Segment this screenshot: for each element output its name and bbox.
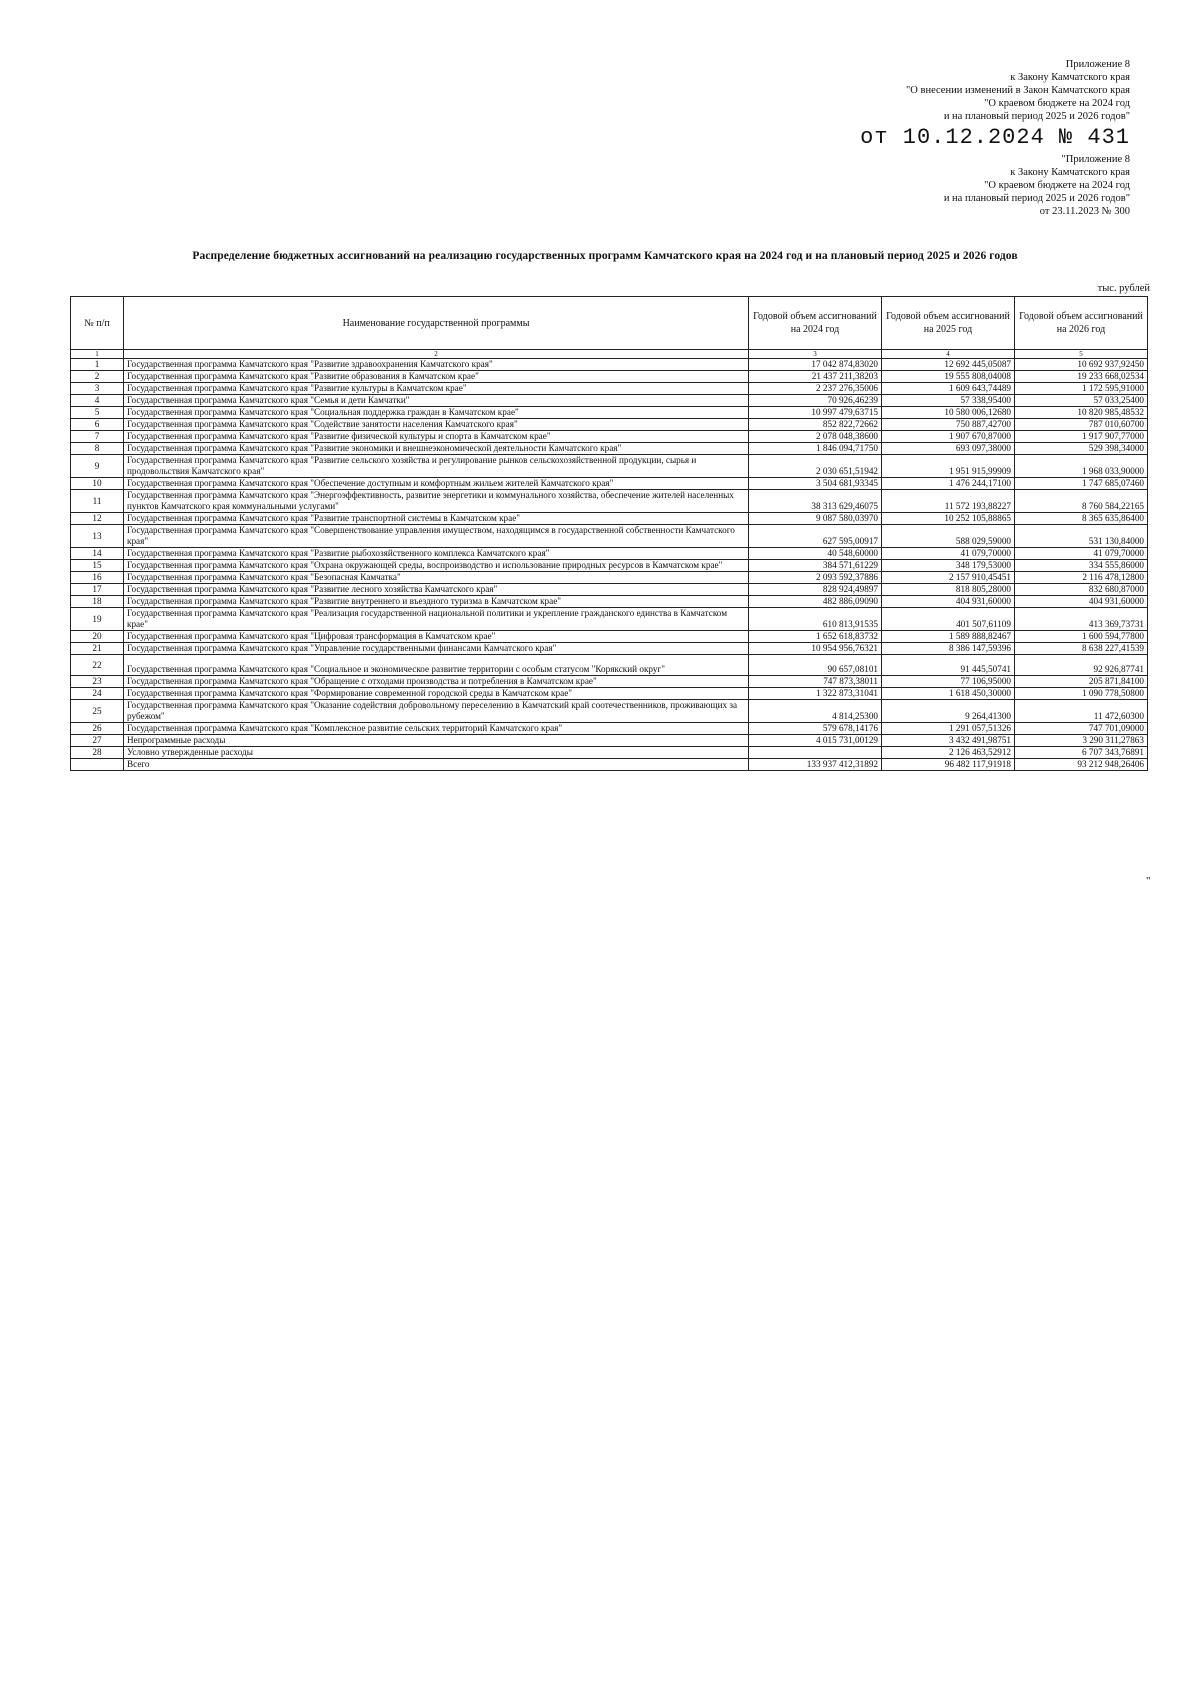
header-annotation: [860, 58, 1130, 218]
value-2025: 77 106,95000: [882, 676, 1015, 688]
date-number-stamp: от 10.12.2024 № 431: [860, 125, 1130, 150]
value-2026: 1 968 033,90000: [1015, 455, 1148, 478]
value-2026: 6 707 343,76891: [1015, 747, 1148, 759]
value-2024: 90 657,08101: [749, 655, 882, 676]
table-row: [71, 688, 1148, 700]
value-2025: 750 887,42700: [882, 419, 1015, 431]
value-2024: 3 504 681,93345: [749, 478, 882, 490]
value-2026: 19 233 668,02534: [1015, 371, 1148, 383]
header-line: к Закону Камчатского края: [1010, 167, 1130, 178]
value-2024: 610 813,91535: [749, 608, 882, 631]
value-2026: 8 365 635,86400: [1015, 513, 1148, 525]
value-2025: 57 338,95400: [882, 395, 1015, 407]
value-2024: 4 015 731,00129: [749, 735, 882, 747]
table-row: [71, 572, 1148, 584]
program-name: Государственная программа Камчатского края "Комплексное развитие сельских территорий Камчатского края": [124, 723, 749, 735]
header-line: от 23.11.2023 № 300: [1039, 206, 1130, 217]
value-2024: 2 237 276,35006: [749, 383, 882, 395]
value-2025: 10 252 105,88865: [882, 513, 1015, 525]
value-2024: 38 313 629,46075: [749, 490, 882, 513]
total-2025: 96 482 117,91918: [882, 759, 1015, 771]
row-number: 17: [71, 584, 124, 596]
value-2026: 1 172 595,91000: [1015, 383, 1148, 395]
value-2026: 205 871,84100: [1015, 676, 1148, 688]
value-2026: 10 692 937,92450: [1015, 359, 1148, 371]
program-name: Государственная программа Камчатского края "Развитие лесного хозяйства Камчатского края": [124, 584, 749, 596]
row-number: 18: [71, 596, 124, 608]
value-2025: 12 692 445,05087: [882, 359, 1015, 371]
column-index: 4: [882, 350, 1015, 359]
value-2025: 401 507,61109: [882, 608, 1015, 631]
row-number: 19: [71, 608, 124, 631]
table-row: [71, 490, 1148, 513]
value-2025: 1 618 450,30000: [882, 688, 1015, 700]
row-number: 24: [71, 688, 124, 700]
budget-table: [70, 296, 1148, 771]
program-name: Государственная программа Камчатского края "Обеспечение доступным и комфортным жильем жителей Камчатского края": [124, 478, 749, 490]
program-name: Непрограммные расходы: [124, 735, 749, 747]
table-row: [71, 700, 1148, 723]
program-name: Государственная программа Камчатского края "Социальная поддержка граждан в Камчатском крае": [124, 407, 749, 419]
value-2024: 482 886,09090: [749, 596, 882, 608]
value-2025: 2 126 463,52912: [882, 747, 1015, 759]
table-row: [71, 560, 1148, 572]
row-number: 12: [71, 513, 124, 525]
value-2026: 832 680,87000: [1015, 584, 1148, 596]
table-row: [71, 513, 1148, 525]
program-name: Государственная программа Камчатского края "Развитие рыбохозяйственного комплекса Камчатского края": [124, 548, 749, 560]
table-row: [71, 608, 1148, 631]
table-row: [71, 383, 1148, 395]
value-2024: 9 087 580,03970: [749, 513, 882, 525]
program-name: Условно утвержденные расходы: [124, 747, 749, 759]
table-row: [71, 455, 1148, 478]
row-number: 25: [71, 700, 124, 723]
value-2024: 10 954 956,76321: [749, 643, 882, 655]
table-row: [71, 747, 1148, 759]
value-2025: 41 079,70000: [882, 548, 1015, 560]
program-name: Государственная программа Камчатского края "Развитие сельского хозяйства и регулирование рынков сельскохозяйственной продукции, сырья и продовольствия Камчатского края": [124, 455, 749, 478]
value-2025: 404 931,60000: [882, 596, 1015, 608]
total-num: [71, 759, 124, 771]
table-row: [71, 431, 1148, 443]
header-line: к Закону Камчатского края: [1010, 72, 1130, 83]
value-2026: 529 398,34000: [1015, 443, 1148, 455]
table-row: [71, 735, 1148, 747]
value-2025: 91 445,50741: [882, 655, 1015, 676]
total-2026: 93 212 948,26406: [1015, 759, 1148, 771]
program-name: Государственная программа Камчатского края "Развитие экономики и внешнеэкономической деятельности Камчатского края": [124, 443, 749, 455]
row-number: 7: [71, 431, 124, 443]
table-row: [71, 655, 1148, 676]
row-number: 23: [71, 676, 124, 688]
value-2025: 1 291 057,51326: [882, 723, 1015, 735]
table-row: [71, 443, 1148, 455]
value-2025: 11 572 193,88227: [882, 490, 1015, 513]
row-number: 11: [71, 490, 124, 513]
row-number: 8: [71, 443, 124, 455]
row-number: 26: [71, 723, 124, 735]
closing-quote: ": [1146, 875, 1151, 887]
value-2024: 2 093 592,37886: [749, 572, 882, 584]
program-name: Государственная программа Камчатского края "Оказание содействия добровольному переселению в Камчатский край соотечественников, проживающих за рубежом": [124, 700, 749, 723]
value-2024: 1 322 873,31041: [749, 688, 882, 700]
value-2024: 1 846 094,71750: [749, 443, 882, 455]
value-2026: 2 116 478,12800: [1015, 572, 1148, 584]
table-row: [71, 548, 1148, 560]
header-line: Приложение 8: [1065, 59, 1130, 70]
value-2025: 19 555 808,04008: [882, 371, 1015, 383]
row-number: 22: [71, 655, 124, 676]
value-2026: 41 079,70000: [1015, 548, 1148, 560]
total-label: Всего: [124, 759, 749, 771]
value-2025: 1 589 888,82467: [882, 631, 1015, 643]
value-2026: 334 555,86000: [1015, 560, 1148, 572]
program-name: Государственная программа Камчатского края "Социальное и экономическое развитие территории с особым статусом "Корякский округ": [124, 655, 749, 676]
program-name: Государственная программа Камчатского края "Развитие внутреннего и въездного туризма в Камчатском крае": [124, 596, 749, 608]
value-2025: 8 386 147,59396: [882, 643, 1015, 655]
row-number: 6: [71, 419, 124, 431]
row-number: 16: [71, 572, 124, 584]
row-number: 2: [71, 371, 124, 383]
table-row: [71, 596, 1148, 608]
row-number: 10: [71, 478, 124, 490]
table-row: [71, 371, 1148, 383]
program-name: Государственная программа Камчатского края "Энергоэффективность, развитие энергетики и коммунального хозяйства, обеспечение жителей населенных пунктов Камчатского края коммунальными услугами": [124, 490, 749, 513]
program-name: Государственная программа Камчатского края "Развитие культуры в Камчатском крае": [124, 383, 749, 395]
table-row: [71, 395, 1148, 407]
program-name: Государственная программа Камчатского края "Формирование современной городской среды в Камчатском крае": [124, 688, 749, 700]
column-index: 2: [124, 350, 749, 359]
table-row: [71, 584, 1148, 596]
value-2024: 384 571,61229: [749, 560, 882, 572]
document-title: Распределение бюджетных ассигнований на реализацию государственных программ Камчатского края на 2024 год и на плановый период 2025 и 2026 годов: [192, 250, 1018, 262]
row-number: 3: [71, 383, 124, 395]
value-2026: 92 926,87741: [1015, 655, 1148, 676]
value-2026: 8 760 584,22165: [1015, 490, 1148, 513]
header-2025: Годовой объем ассигнований на 2025 год: [882, 297, 1015, 350]
row-number: 14: [71, 548, 124, 560]
value-2024: 579 678,14176: [749, 723, 882, 735]
table-row: [71, 525, 1148, 548]
table-row: [71, 723, 1148, 735]
value-2024: 828 924,49897: [749, 584, 882, 596]
value-2026: 531 130,84000: [1015, 525, 1148, 548]
row-number: 28: [71, 747, 124, 759]
header-line: и на плановый период 2025 и 2026 годов": [943, 193, 1130, 204]
value-2026: 11 472,60300: [1015, 700, 1148, 723]
program-name: Государственная программа Камчатского края "Совершенствование управления имуществом, находящимся в государственной собственности Камчатского края": [124, 525, 749, 548]
header-line: "О внесении изменений в Закон Камчатского края: [906, 85, 1130, 96]
value-2025: 10 580 006,12680: [882, 407, 1015, 419]
value-2024: 40 548,60000: [749, 548, 882, 560]
table-row: [71, 478, 1148, 490]
value-2026: 3 290 311,27863: [1015, 735, 1148, 747]
program-name: Государственная программа Камчатского края "Развитие здравоохранения Камчатского края": [124, 359, 749, 371]
value-2026: 1 600 594,77800: [1015, 631, 1148, 643]
table-header-row: [71, 297, 1148, 350]
value-2026: 8 638 227,41539: [1015, 643, 1148, 655]
value-2025: 2 157 910,45451: [882, 572, 1015, 584]
value-2026: 404 931,60000: [1015, 596, 1148, 608]
program-name: Государственная программа Камчатского края "Реализация государственной национальной политики и укрепление гражданского единства в Камчатском крае": [124, 608, 749, 631]
total-row: [71, 759, 1148, 771]
value-2026: 787 010,60700: [1015, 419, 1148, 431]
table-row: [71, 359, 1148, 371]
program-name: Государственная программа Камчатского края "Безопасная Камчатка": [124, 572, 749, 584]
row-number: 1: [71, 359, 124, 371]
program-name: Государственная программа Камчатского края "Обращение с отходами производства и потребления в Камчатском крае": [124, 676, 749, 688]
program-name: Государственная программа Камчатского края "Охрана окружающей среды, воспроизводство и использование природных ресурсов в Камчатском крае": [124, 560, 749, 572]
value-2025: 348 179,53000: [882, 560, 1015, 572]
row-number: 20: [71, 631, 124, 643]
table-row: [71, 643, 1148, 655]
table-row: [71, 407, 1148, 419]
header-num: № п/п: [71, 297, 124, 350]
value-2024: 1 652 618,83732: [749, 631, 882, 643]
total-2024: 133 937 412,31892: [749, 759, 882, 771]
units-label: тыс. рублей: [1097, 283, 1150, 294]
row-number: 13: [71, 525, 124, 548]
header-line: "Приложение 8: [1061, 154, 1130, 165]
row-number: 5: [71, 407, 124, 419]
value-2025: 1 907 670,87000: [882, 431, 1015, 443]
value-2026: 1 917 907,77000: [1015, 431, 1148, 443]
value-2026: 1 747 685,07460: [1015, 478, 1148, 490]
row-number: 4: [71, 395, 124, 407]
value-2024: 852 822,72662: [749, 419, 882, 431]
row-number: 27: [71, 735, 124, 747]
value-2025: 1 951 915,99909: [882, 455, 1015, 478]
header-line: и на плановый период 2025 и 2026 годов": [943, 111, 1130, 122]
value-2025: 588 029,59000: [882, 525, 1015, 548]
value-2025: 1 476 244,17100: [882, 478, 1015, 490]
program-name: Государственная программа Камчатского края "Развитие транспортной системы в Камчатском крае": [124, 513, 749, 525]
program-name: Государственная программа Камчатского края "Развитие образования в Камчатском крае": [124, 371, 749, 383]
header-line: "О краевом бюджете на 2024 год: [984, 180, 1130, 191]
value-2025: 693 097,38000: [882, 443, 1015, 455]
value-2026: 10 820 985,48532: [1015, 407, 1148, 419]
table-row: [71, 419, 1148, 431]
value-2024: 747 873,38011: [749, 676, 882, 688]
column-index: 5: [1015, 350, 1148, 359]
value-2024: 70 926,46239: [749, 395, 882, 407]
table-body: [71, 359, 1148, 759]
value-2026: 57 033,25400: [1015, 395, 1148, 407]
program-name: Государственная программа Камчатского края "Управление государственными финансами Камчатского края": [124, 643, 749, 655]
value-2024: 4 814,25300: [749, 700, 882, 723]
value-2024: 2 078 048,38600: [749, 431, 882, 443]
table-row: [71, 631, 1148, 643]
table-row: [71, 676, 1148, 688]
value-2024: 21 437 211,38203: [749, 371, 882, 383]
row-number: 21: [71, 643, 124, 655]
header-name: Наименование государственной программы: [124, 297, 749, 350]
value-2025: 818 805,28000: [882, 584, 1015, 596]
value-2025: 3 432 491,98751: [882, 735, 1015, 747]
program-name: Государственная программа Камчатского края "Семья и дети Камчатки": [124, 395, 749, 407]
header-2026: Годовой объем ассигнований на 2026 год: [1015, 297, 1148, 350]
value-2025: 1 609 643,74489: [882, 383, 1015, 395]
value-2026: 1 090 778,50800: [1015, 688, 1148, 700]
value-2026: 747 701,09000: [1015, 723, 1148, 735]
header-2024: Годовой объем ассигнований на 2024 год: [749, 297, 882, 350]
value-2024: 10 997 479,63715: [749, 407, 882, 419]
program-name: Государственная программа Камчатского края "Развитие физической культуры и спорта в Камчатском крае": [124, 431, 749, 443]
value-2024: 2 030 651,51942: [749, 455, 882, 478]
row-number: 15: [71, 560, 124, 572]
value-2026: 413 369,73731: [1015, 608, 1148, 631]
row-number: 9: [71, 455, 124, 478]
header-line: "О краевом бюджете на 2024 год: [984, 98, 1130, 109]
column-index: 1: [71, 350, 124, 359]
value-2024: 17 042 874,83020: [749, 359, 882, 371]
column-index-row: [71, 350, 1148, 359]
program-name: Государственная программа Камчатского края "Содействие занятости населения Камчатского края": [124, 419, 749, 431]
program-name: Государственная программа Камчатского края "Цифровая трансформация в Камчатском крае": [124, 631, 749, 643]
value-2024: 627 595,00917: [749, 525, 882, 548]
value-2024: [749, 747, 882, 759]
column-index: 3: [749, 350, 882, 359]
value-2025: 9 264,41300: [882, 700, 1015, 723]
